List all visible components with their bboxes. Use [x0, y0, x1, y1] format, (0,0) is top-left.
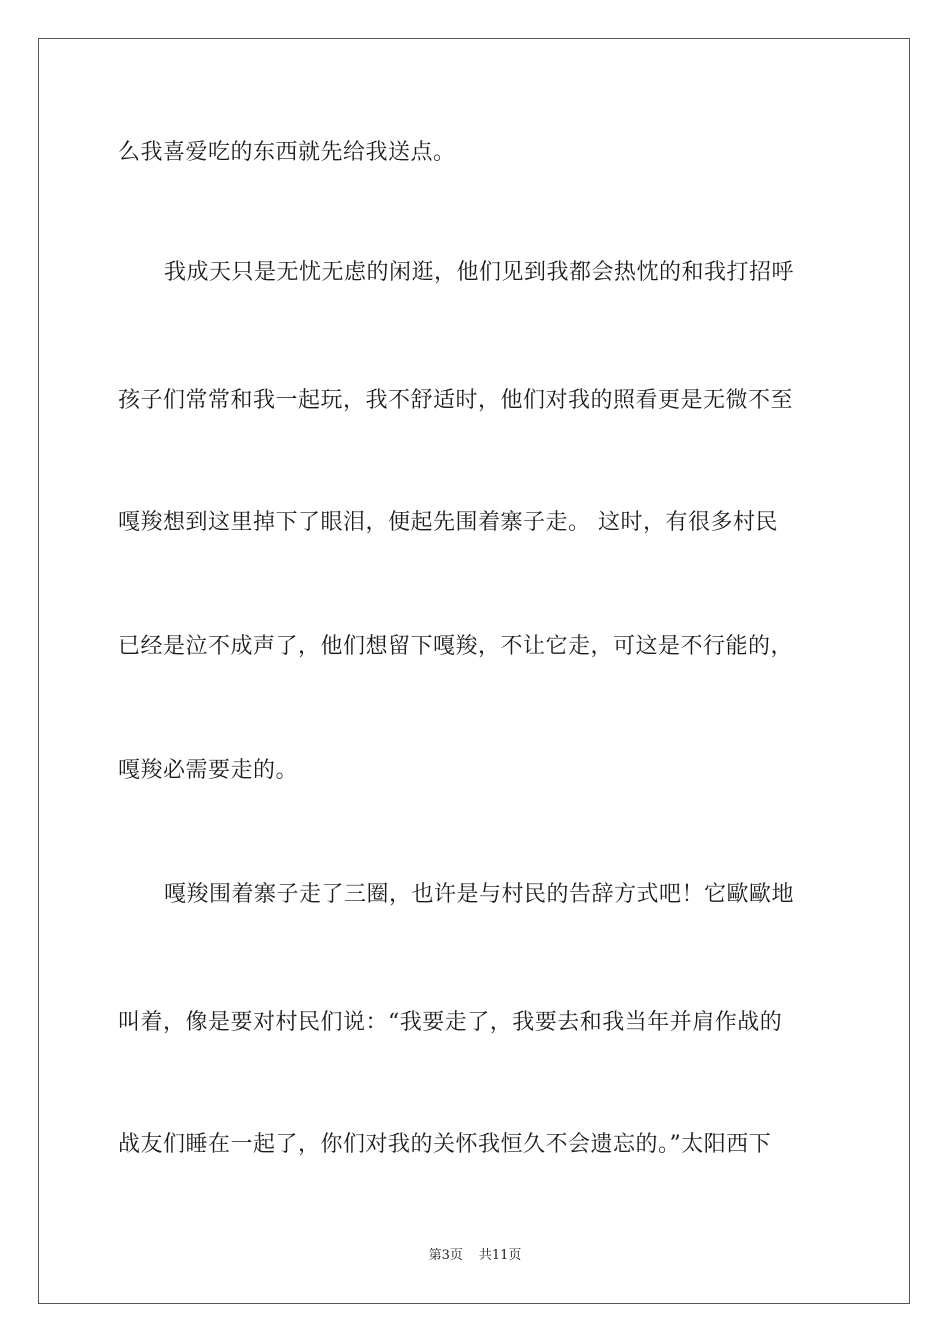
- page-number: 第3页: [428, 1248, 463, 1263]
- text-line-6: 嘎羧必需要走的。: [118, 758, 299, 783]
- text-line-4: 嘎羧想到这里掉下了眼泪，便起先围着寨子走。 这时，有很多村民: [118, 510, 778, 535]
- text-line-7: 嘎羧围着寨子走了三圈，也许是与村民的告辞方式吧！它歐歐地: [164, 882, 795, 907]
- text-line-2: 我成天只是无忧无虑的闲逛，他们见到我都会热忱的和我打招呼: [164, 260, 795, 285]
- text-line-9: 战友们睡在一起了，你们对我的关怀我恒久不会遗忘的。”太阳西下: [118, 1132, 772, 1157]
- text-line-5: 已经是泣不成声了，他们想留下嘎羧，不让它走，可这是不行能的，: [118, 634, 794, 659]
- page-footer: [0, 1248, 950, 1264]
- page-total: 共11页: [478, 1248, 522, 1263]
- text-line-3: 孩子们常常和我一起玩，我不舒适时，他们对我的照看更是无微不至: [118, 388, 794, 413]
- page-border: [38, 38, 910, 1304]
- text-line-8: 叫着，像是要对村民们说：“我要走了，我要去和我当年并肩作战的: [118, 1010, 783, 1035]
- text-line-1: 么我喜爱吃的东西就先给我送点。: [118, 140, 456, 165]
